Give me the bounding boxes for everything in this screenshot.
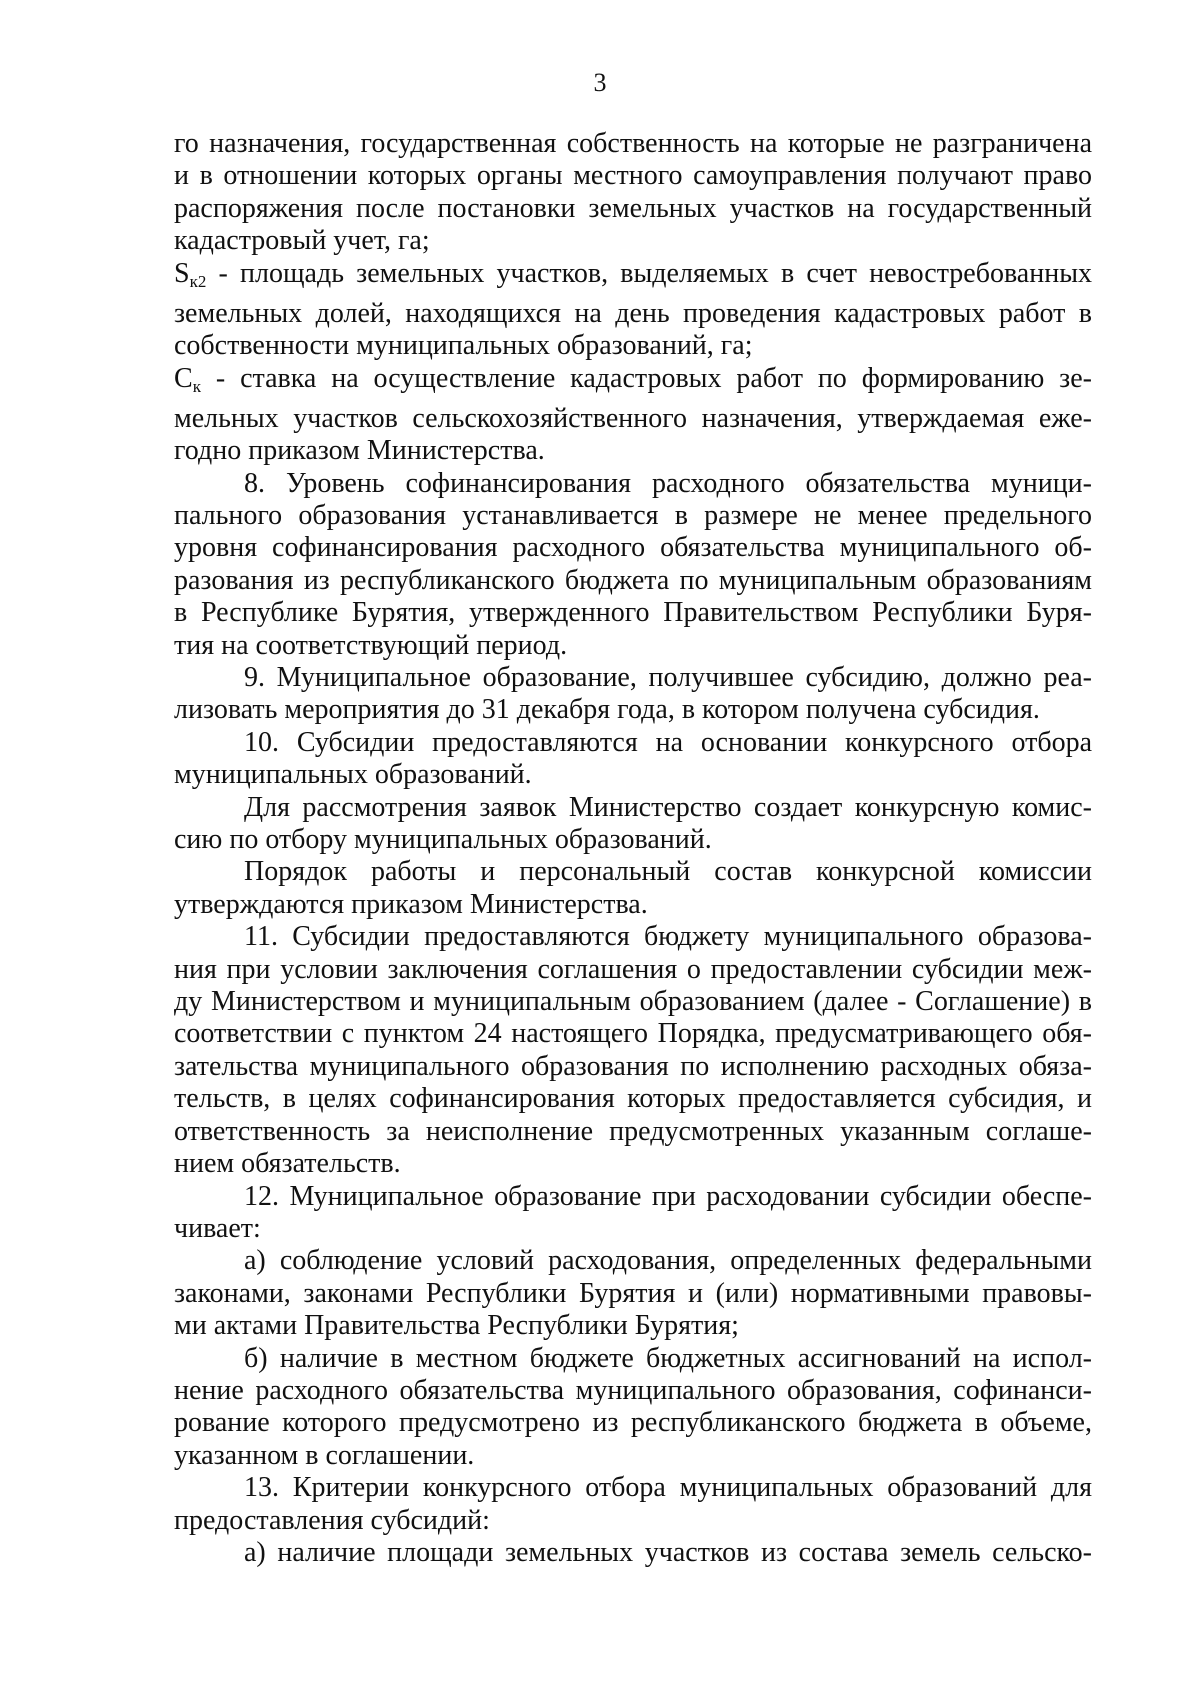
text-line (174, 1051, 1092, 1083)
text-line-content: тия на соответствующий период. (174, 629, 568, 661)
text-line (174, 792, 1092, 824)
text-line-content: и в отношении которых органы местного самоуправления получают право (174, 160, 1092, 192)
text-line (174, 1375, 1092, 1407)
text-line-content: законами, законами Республики Бурятия и (или) нормативными правовы- (174, 1277, 1092, 1309)
text-line (174, 1278, 1092, 1310)
variable-symbol: S (174, 257, 190, 289)
text-line (174, 532, 1092, 564)
text-line-content: сию по отбору муниципальных образований. (174, 824, 712, 856)
text-line-content: б) наличие в местном бюджете бюджетных ассигнований на испол- (244, 1342, 1092, 1374)
text-line (174, 1537, 1092, 1569)
text-line (174, 1440, 1092, 1472)
text-line-content: тельств, в целях софинансирования которых предоставляется субсидия, и (174, 1083, 1092, 1115)
text-line-content: 13. Критерии конкурсного отбора муниципальных образований для (244, 1472, 1092, 1504)
text-line (174, 630, 1092, 662)
text-line-content: 8. Уровень софинансирования расходного обязательства муници- (244, 467, 1092, 499)
text-line-content: 10. Субсидии предоставляются на основании конкурсного отбора (244, 726, 1092, 758)
text-line-content: кадастровый учет, га; (174, 225, 430, 257)
text-line (174, 1245, 1092, 1277)
text-line-content: ду Министерством и муниципальным образованием (далее - Соглашение) в (174, 986, 1092, 1018)
text-line (174, 1505, 1092, 1537)
text-line-content: соответствии с пунктом 24 настоящего Порядка, предусматривающего обя- (174, 1018, 1092, 1050)
text-line-content: нение расходного обязательства муниципального образования, софинанси- (174, 1374, 1092, 1406)
text-line-content: чивает: (174, 1212, 261, 1244)
text-line (174, 1083, 1092, 1115)
text-line-content: зательства муниципального образования по исполнению расходных обяза- (174, 1050, 1092, 1082)
text-line (174, 1407, 1092, 1439)
text-line (174, 889, 1092, 921)
text-line (174, 193, 1092, 225)
text-line (174, 225, 1092, 257)
text-line-content: рование которого предусмотрено из республиканского бюджета в объеме, (174, 1407, 1092, 1439)
text-line-content: ответственность за неисполнение предусмотренных указанным соглаше- (174, 1115, 1092, 1147)
text-line (174, 500, 1092, 532)
text-line (174, 1472, 1092, 1504)
text-line-content: указанном в соглашении. (174, 1439, 475, 1471)
text-line (174, 363, 1092, 403)
text-line-content: муниципальных образований. (174, 759, 532, 791)
variable-symbol: С (174, 362, 193, 394)
text-line (174, 128, 1092, 160)
text-line (174, 1018, 1092, 1050)
text-line (174, 565, 1092, 597)
text-line-content: нием обязательств. (174, 1148, 401, 1180)
text-line-content: 12. Муниципальное образование при расходовании субсидии обеспе- (244, 1180, 1092, 1212)
text-line (174, 597, 1092, 629)
text-line-content: го назначения, государственная собственность на которые не разграничена (174, 128, 1092, 159)
text-line-content: предоставления субсидий: (174, 1504, 490, 1536)
text-line (174, 298, 1092, 330)
text-line (174, 258, 1092, 298)
text-line-content: годно приказом Министерства. (174, 435, 545, 467)
text-line (174, 435, 1092, 467)
text-line-content: 9. Муниципальное образование, получившее субсидию, должно реа- (244, 662, 1092, 693)
text-line-content: а) соблюдение условий расходования, определенных федеральными (244, 1245, 1092, 1277)
text-line-content: пального образования устанавливается в размере не менее предельного (174, 499, 1092, 531)
text-line-content: распоряжения после постановки земельных участков на государственный (174, 192, 1092, 224)
text-line (174, 1148, 1092, 1180)
text-line-content: а) наличие площади земельных участков из состава земель сельско- (244, 1536, 1092, 1568)
text-line (174, 662, 1092, 694)
text-line-content: земельных долей, находящихся на день проведения кадастровых работ в (174, 297, 1092, 329)
page-number: 3 (593, 68, 607, 97)
text-line-content: - площадь земельных участков, выделяемых в счет невостребованных (206, 257, 1092, 289)
text-line (174, 954, 1092, 986)
text-line-content: уровня софинансирования расходного обязательства муниципального об- (174, 532, 1092, 564)
text-line (174, 1213, 1092, 1245)
text-line (174, 921, 1092, 953)
text-line-content: утверждаются приказом Министерства. (174, 888, 648, 920)
text-line (174, 1310, 1092, 1342)
text-line (174, 856, 1092, 888)
text-line-content: разования из республиканского бюджета по муниципальным образованиям (174, 564, 1092, 596)
variable-subscript: к2 (189, 271, 207, 291)
text-line (174, 1181, 1092, 1213)
text-line-content: ния при условии заключения соглашения о предоставлении субсидии меж- (174, 953, 1092, 985)
document-body-text (174, 128, 1092, 1569)
variable-subscript: к (192, 376, 201, 396)
text-line (174, 160, 1092, 192)
text-line (174, 330, 1092, 362)
text-line-content: Для рассмотрения заявок Министерство создает конкурсную комис- (244, 791, 1092, 823)
text-line (174, 1116, 1092, 1148)
text-line (174, 694, 1092, 726)
text-line-content: - ставка на осуществление кадастровых работ по формированию зе- (200, 362, 1092, 394)
text-line (174, 727, 1092, 759)
text-line (174, 824, 1092, 856)
text-line-content: мельных участков сельскохозяйственного назначения, утверждаемая еже- (174, 402, 1092, 434)
text-line-content: лизовать мероприятия до 31 декабря года, в котором получена субсидия. (174, 694, 1040, 726)
text-line (174, 759, 1092, 791)
text-line-content: Порядок работы и персональный состав конкурсной комиссии (244, 856, 1092, 888)
text-line (174, 468, 1092, 500)
text-line (174, 1343, 1092, 1375)
text-line-content: собственности муниципальных образований, га; (174, 330, 753, 362)
text-line (174, 986, 1092, 1018)
text-line (174, 403, 1092, 435)
text-line-content: в Республике Бурятия, утвержденного Правительством Республики Буря- (174, 597, 1092, 629)
text-line-content: 11. Субсидии предоставляются бюджету муниципального образова- (244, 921, 1092, 953)
text-line-content: ми актами Правительства Республики Бурятия; (174, 1310, 739, 1342)
